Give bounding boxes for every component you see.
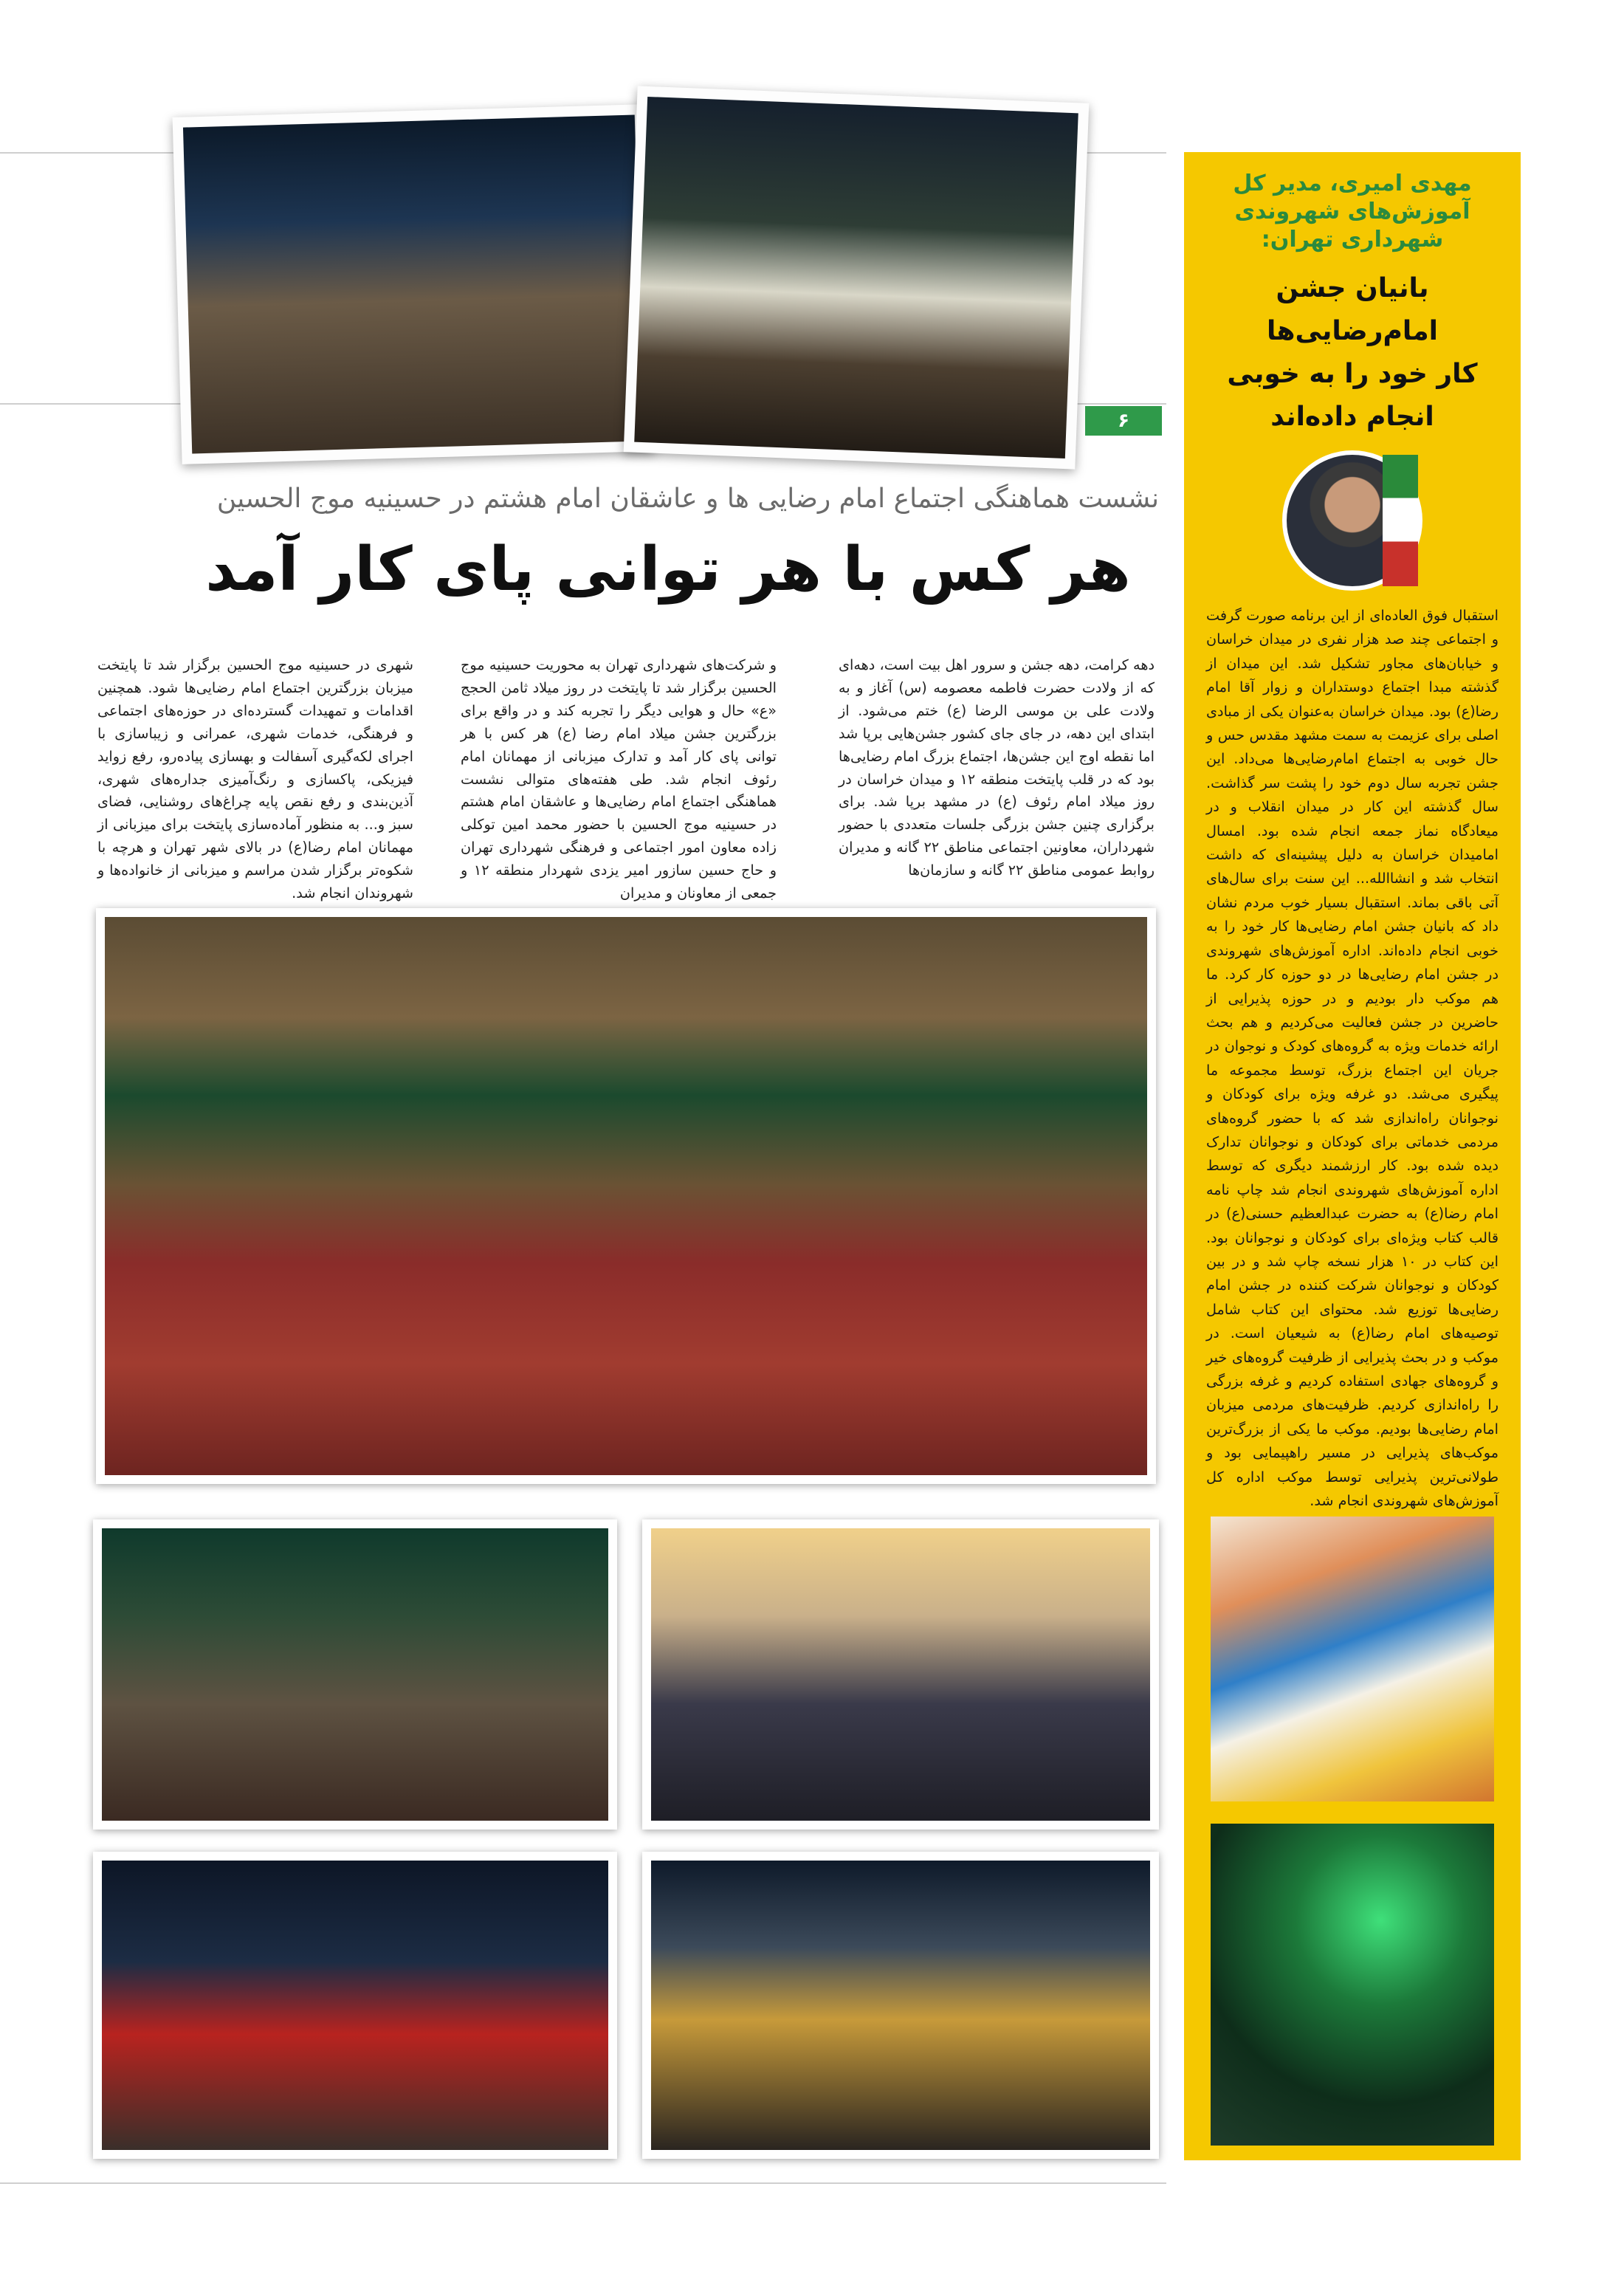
photo-street-sweeper	[173, 104, 655, 464]
article-column-1: دهه کرامت، دهه جشن و سرور اهل بیت است، دهه‌ای که از ولادت حضرت فاطمه معصومه (س) آغاز و به ولادت علی بن موسی الرضا (ع) ختم می‌شود. از ابتدای این دهه، در جای جای کشور جشن‌هایی برپا شد اما نقطه اوج این جشن‌ها، اجتماع بزرگ امام رضایی‌ها بود که در قلب پایتخت منطقه ۱۲ و میدان خراسان در روز میلاد امام رئوف (ع) در مشهد برپا شد. برای برگزاری چنین جشن بزرگی جلسات متعددی با حضور شهرداران، معاونین اجتماعی مناطق ۲۲ گانه و مدیران روابط عمومی مناطق ۲۲ گانه و سازمان‌ها	[839, 656, 1155, 879]
photo-children-drawing	[1211, 1516, 1494, 1801]
article-kicker: نشست هماهنگی اجتماع امام رضایی ها و عاشقان امام هشتم در حسینیه موج الحسین	[216, 484, 1159, 514]
photo-officials-talking	[642, 1519, 1159, 1830]
photo-speaker-panel	[93, 1519, 617, 1830]
photo-asphalt-machine	[624, 86, 1090, 469]
photo-meeting-hall	[96, 908, 1156, 1484]
sidebar-title: بانیان جشن امام‌رضایی‌ها کار خود را به خوبی انجام داده‌اند	[1227, 273, 1478, 432]
footer-rule	[0, 2182, 1166, 2184]
article-headline: هر کس با هر توانی پای کار آمد	[205, 535, 1131, 605]
photo-dump-truck	[642, 1852, 1159, 2159]
sidebar-body: استقبال فوق العاده‌ای از این برنامه صورت گرفت و اجتماعی چند صد هزار نفری در میدان خراسان و خیابان‌های مجاور تشکیل شد. این میدان از گذشته مبدا اجتماع دوستداران و زوار آقا امام رضا(ع) بود. میدان خراسان به‌عنوان یکی از مبادی اصلی برای عزیمت به سمت مشهد مقدس حس و حال خوبی به اجتماع امام‌رضایی‌ها می‌داد. این جشن تجربه سال دوم خود را پشت سر گذاشت. سال گذشته این کار در میدان انقلاب و در میعادگاه نماز جمعه انجام شده بود. امسال امامیدان خراسان به دلیل پیشینه‌ای که داشت انتخاب شد و انشاالله... این سنت برای سال‌های آتی باقی بماند. استقبال بسیار خوب مردم نشان داد که بانیان جشن امام رضایی‌ها کار خود را به خوبی انجام داده‌اند. اداره آموزش‌های شهروندی در جشن امام رضایی‌ها در دو حوزه کار کرد. ما هم موکب دار بودیم و در حوزه پذیرایی از حاضرین در جشن فعالیت می‌کردیم و هم بحث ارائه خدمات ویژه به گروه‌های کودک و نوجوان در جریان این اجتماع بزرگ، توسط مجموعه ما پیگیری می‌شد. دو غرفه ویژه برای کودکان و نوجوانان راه‌اندازی شد که با حضور گروه‌های مردمی خدماتی برای کودکان و نوجوانان تدارک دیده شده بود. کار ارزشمند دیگری که توسط اداره آموزش‌های شهروندی انجام شد چاپ نامه امام رضا(ع) به حضرت عبدالعظیم حسنی(ع) در قالب کتاب ویژه‌ای برای کودکان و نوجوانان بود. این کتاب در ۱۰ هزار نسخه چاپ شد و در بین کودکان و نوجوانان شرکت کننده در جشن امام رضایی‌ها توزیع شد. محتوای این کتاب شامل توصیه‌های امام رضا(ع) به شیعیان است. در موکب و در بحث پذیرایی از ظرفیت گروه‌های خیر و گروه‌های جهادی استفاده کردیم و غرفه بزرگی را راه‌اندازی کردیم. ظرفیت‌های مردمی میزبان امام رضایی‌ها بودیم. موکب ما یکی از بزرگ‌ترین موکب‌های پذیرایی در مسیر راهپیمایی بود و طولانی‌ترین پذیرایی توسط موکب اداره کل آموزش‌های شهروندی انجام شد.	[1206, 607, 1499, 1510]
flag-icon	[1383, 455, 1418, 586]
sidebar-kicker: مهدی امیری، مدیر کل آموزش‌های شهروندی شهرداری تهران:	[1233, 171, 1472, 253]
page-number: ۶	[1085, 406, 1162, 436]
portrait-photo	[1282, 450, 1422, 591]
article-column-3: شهری در حسینیه موج الحسین برگزار شد تا پایتخت میزبان بزرگترین اجتماع امام رضایی‌ها شود. همچنین اقدامات و تمهیدات گسترده‌ای در حوزه‌های اجتماعی و فرهنگی، خدمات شهری، عمرانی و زیباسازی با اجرای لکه‌گیری آسفالت و بهسازی پیاده‌رو، رفع زواید فیزیکی، پاکسازی و رنگ‌آمیزی جداره‌های شهری، آذین‌بندی و رفع نقص پایه چراغ‌های روشنایی، فضای سبز و... به منظور آماده‌سازی پایتخت برای میزبانی از مهمانان امام رضا(ع) در بالای شهر تهران و هرچه با شکوه‌تر برگزار شدن مراسم و میزبانی از خانواده‌ها و شهروندان انجام شد.	[97, 656, 413, 902]
photo-crowd-green-lights	[1211, 1824, 1494, 2146]
photo-fire-truck	[93, 1852, 617, 2159]
article-column-2: و شرکت‌های شهرداری تهران به محوریت حسینیه موج الحسین برگزار شد تا پایتخت در روز میلاد ثامن الحجج «ع» حال و هوایی دیگر را تجربه کند و در واقع برای بزرگترین جشن میلاد امام رضا (ع) هر کس با هر توانی پای کار آمد و تدارک میزبانی از مهمانان امام رئوف انجام شد. طی هفته‌های متوالی نشست هماهنگی اجتماع امام رضایی‌ها و عاشقان امام هشتم در حسینیه موج الحسین با حضور محمد امین توکلی زاده معاون امور اجتماعی و فرهنگی شهرداری تهران و حاج حسین سازور امیر یزدی شهردار منطقه ۱۲ و جمعی از معاونان و مدیران	[461, 656, 777, 902]
